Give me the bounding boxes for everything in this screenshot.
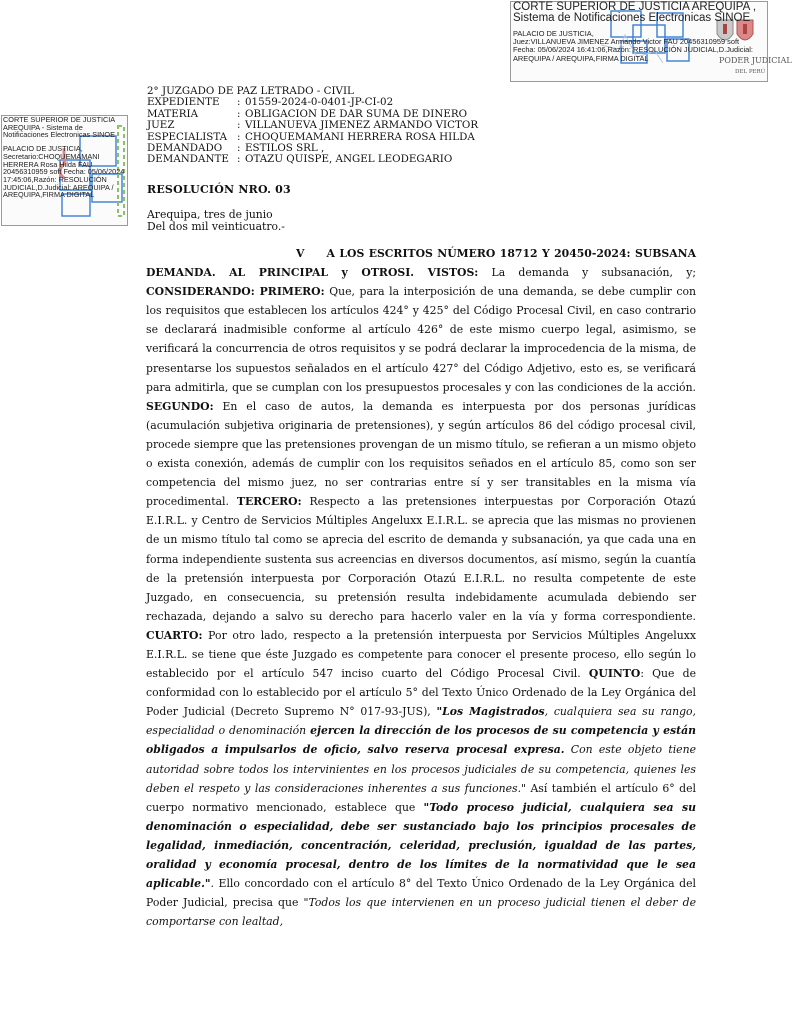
segundo-label: SEGUNDO: bbox=[146, 399, 214, 413]
header-separator: : bbox=[237, 119, 241, 132]
quote-ejercen: ejercen la dirección de los procesos de su competencia y están obligados a impulsarlos de oficio, salvo reserva procesal expresa. bbox=[146, 724, 696, 757]
header-separator: : bbox=[237, 107, 241, 120]
stamp-top-line-3: PALACIO DE JUSTICIA, bbox=[513, 29, 594, 38]
del-peru-logo-text: DEL PERÚ bbox=[735, 69, 766, 75]
header-label: MATERIA bbox=[147, 107, 199, 120]
digital-signature-stamp-secretary bbox=[1, 115, 128, 226]
articulo-6-text: Así también el artículo 6° del cuerpo normativo mencionado, establece que bbox=[146, 781, 696, 814]
quote-todo-proceso: "Todo proceso judicial, cualquiera sea su denominación o especialidad, debe ser sustanciado bajo los principios procesales de legalidad, inmediación, concentración, celeridad, preclusión, igualdad de las partes, oralidad y economía procesal, dentro de los límites de la normatividad que le sea aplicable." bbox=[146, 800, 697, 891]
stamp-left-text-2: PALACIO DE JUSTICIA, Secretario:CHOQUEMAMANI HERRERA Rosa Hilda FAU 20456310959 soft Fecha: 05/06/2024 17:45:06,Razón: RESOLUCIÓN JUDICIAL,D.Judicial: AREQUIPA / AREQUIPA,FIRMA DIGITAL bbox=[3, 144, 125, 200]
header-value: OBLIGACION DE DAR SUMA DE DINERO bbox=[245, 107, 468, 120]
header-row bbox=[147, 120, 478, 131]
digital-signature-stamp-judge bbox=[510, 1, 792, 82]
header-label: DEMANDANTE bbox=[147, 153, 229, 166]
header-value: OTAZU QUISPE, ANGEL LEODEGARIO bbox=[245, 153, 453, 166]
considerando-primero-label: CONSIDERANDO: PRIMERO: bbox=[146, 285, 325, 299]
header-separator: : bbox=[237, 153, 241, 166]
case-header bbox=[147, 86, 478, 166]
header-value: CHOQUEMAMANI HERRERA ROSA HILDA bbox=[245, 130, 475, 143]
escritos-heading: V A LOS ESCRITOS NÚMERO 18712 Y 20450-2024 bbox=[296, 247, 627, 260]
header-value: 01559-2024-0-0401-JP-CI-02 bbox=[245, 96, 394, 109]
resolution-date bbox=[147, 209, 285, 234]
header-label: EXPEDIENTE bbox=[147, 96, 220, 109]
court-name: 2° JUZGADO DE PAZ LETRADO - CIVIL bbox=[147, 85, 354, 97]
quote-magistrados: "Los Magistrados bbox=[436, 705, 545, 719]
header-row bbox=[147, 154, 478, 165]
cuarto-text: Por otro lado, respecto a la pretensión interpuesta por Servicios Múltiples Angeluxx E.I.R.L. se tiene que éste Juzgado es competente para conocer el presente proceso, ello según lo establecido por el artículo 547 inciso cuarto del Código Procesal Civil. bbox=[146, 628, 696, 681]
header-separator: : bbox=[237, 130, 241, 143]
stamp-left-text-1: CORTE SUPERIOR DE JUSTICIA AREQUIPA - Sistema de Notificaciones Electronicas SINOE bbox=[3, 115, 115, 140]
header-separator: : bbox=[237, 96, 241, 109]
poder-judicial-logo-text: PODER JUDICIAL bbox=[719, 56, 792, 65]
stamp-top-line-6: AREQUIPA / AREQUIPA,FIRMA DIGITAL bbox=[513, 53, 649, 63]
subsana-heading: : SUBSANA DEMANDA. AL PRINCIPAL y OTROSI. VISTOS: bbox=[146, 247, 696, 280]
header-label: ESPECIALISTA bbox=[147, 130, 228, 143]
header-separator: : bbox=[237, 142, 241, 155]
stamp-top-line-4: Juez:VILLANUEVA JIMENEZ Armando Victor FAU 20456310959 soft bbox=[513, 37, 740, 47]
tercero-label: TERCERO: bbox=[236, 495, 302, 509]
articulo-8-text: . Ello concordado con el artículo 8° del Texto Único Ordenado de la Ley Orgánica del Poder Judicial, precisa que bbox=[146, 877, 696, 910]
stamp-top-line-2: Sistema de Notificaciones Electronicas SINOE bbox=[513, 12, 751, 24]
resolution-number: RESOLUCIÓN NRO. 03 bbox=[147, 183, 291, 196]
tercero-text: Respecto a las pretensiones interpuestas por Corporación Otazú E.I.R.L. y Centro de Servicios Múltiples Angeluxx E.I.R.L. se aprecia que las mismas no provienen de un mismo título tal como se aprecia del escrito de demanda y subsanación, ya que cada una en forma independiente sustenta sus acreencias en diversos documentos, así mismo, según la cuantía de la pretensión interpuesta por Corporación Otazú E.I.R.L. no resulta competente de este Juzgado, en consecuencia, su pretensión resulta indebidamente acumulada debiendo ser rechazada, dejando a salvo su derecho para hacerlo valer en la vía y forma correspondiente. bbox=[146, 495, 697, 623]
cuarto-label: CUARTO: bbox=[146, 628, 203, 642]
date-line-1: Arequipa, tres de junio bbox=[147, 208, 273, 221]
vistos-text: La demanda y subsanación, y; bbox=[478, 266, 696, 280]
body-paragraph bbox=[146, 244, 696, 931]
header-value: ESTILOS SRL , bbox=[245, 142, 325, 155]
header-label: JUEZ bbox=[147, 119, 175, 132]
segundo-text: En el caso de autos, la demanda es interpuesta por dos personas jurídicas (acumulación subjetiva originaria de pretensiones), y según artículos 86 del código procesal civil, procede siempre que las pretensiones provengan de un mismo título, se refieran a un mismo objeto o exista conexión, además de cumplir con los requisitos señados en el artículo 85, como son ser competencia del mismo juez, no ser contrarias entre sí y ser transitables en la misma vía procedimental. bbox=[146, 399, 696, 509]
stamp-top-line-5: Fecha: 05/06/2024 16:41:06,Razón: RESOLUCIÓN JUDICIAL,D.Judicial: bbox=[513, 45, 753, 55]
header-label: DEMANDADO bbox=[147, 142, 223, 155]
stamp-top-line-1: CORTE SUPERIOR DE JUSTICIA AREQUIPA , bbox=[513, 1, 757, 13]
quote-con-este-objeto: Con este objeto tiene autoridad sobre todos los intervinientes en los procesos judiciales de su competencia, quienes les deben el respeto y las consideraciones inherentes a sus funciones." bbox=[146, 743, 696, 795]
resolution-body bbox=[146, 244, 696, 931]
date-line-2: Del dos mil veinticuatro.- bbox=[147, 220, 285, 234]
header-value: VILLANUEVA JIMENEZ ARMANDO VICTOR bbox=[245, 119, 479, 132]
quote-todos-los-que: "Todos los que intervienen en un proceso judicial tienen el deber de comportarse con lealtad, bbox=[146, 896, 696, 929]
quinto-text: : Que de conformidad con lo establecido por el artículo 5° del Texto Único Ordenado de la Ley Orgánica del Poder Judicial (Decreto Supremo N° 017-93-JUS), bbox=[146, 667, 696, 719]
quinto-label: QUINTO bbox=[588, 667, 641, 681]
primero-text: Que, para la interposición de una demanda, se debe cumplir con los requisitos que establecen los artículos 424° y 425° del Código Procesal Civil, en caso contrario se declarará inadmisible conforme al artículo 426° de este mismo cuerpo legal, asimismo, se verificará la concurrencia de otros requisitos y se podrá declarar la improcedencia de la misma, de presentarse los supuestos señalados en el artículo 427° del Código Adjetivo, esto es, se verificará para admitirla, que se cumplan con los presupuestos procesales y con las condiciones de la acción. bbox=[146, 285, 697, 394]
quote-cualquiera: , cualquiera sea su rango, especialidad o denominación bbox=[146, 705, 696, 738]
